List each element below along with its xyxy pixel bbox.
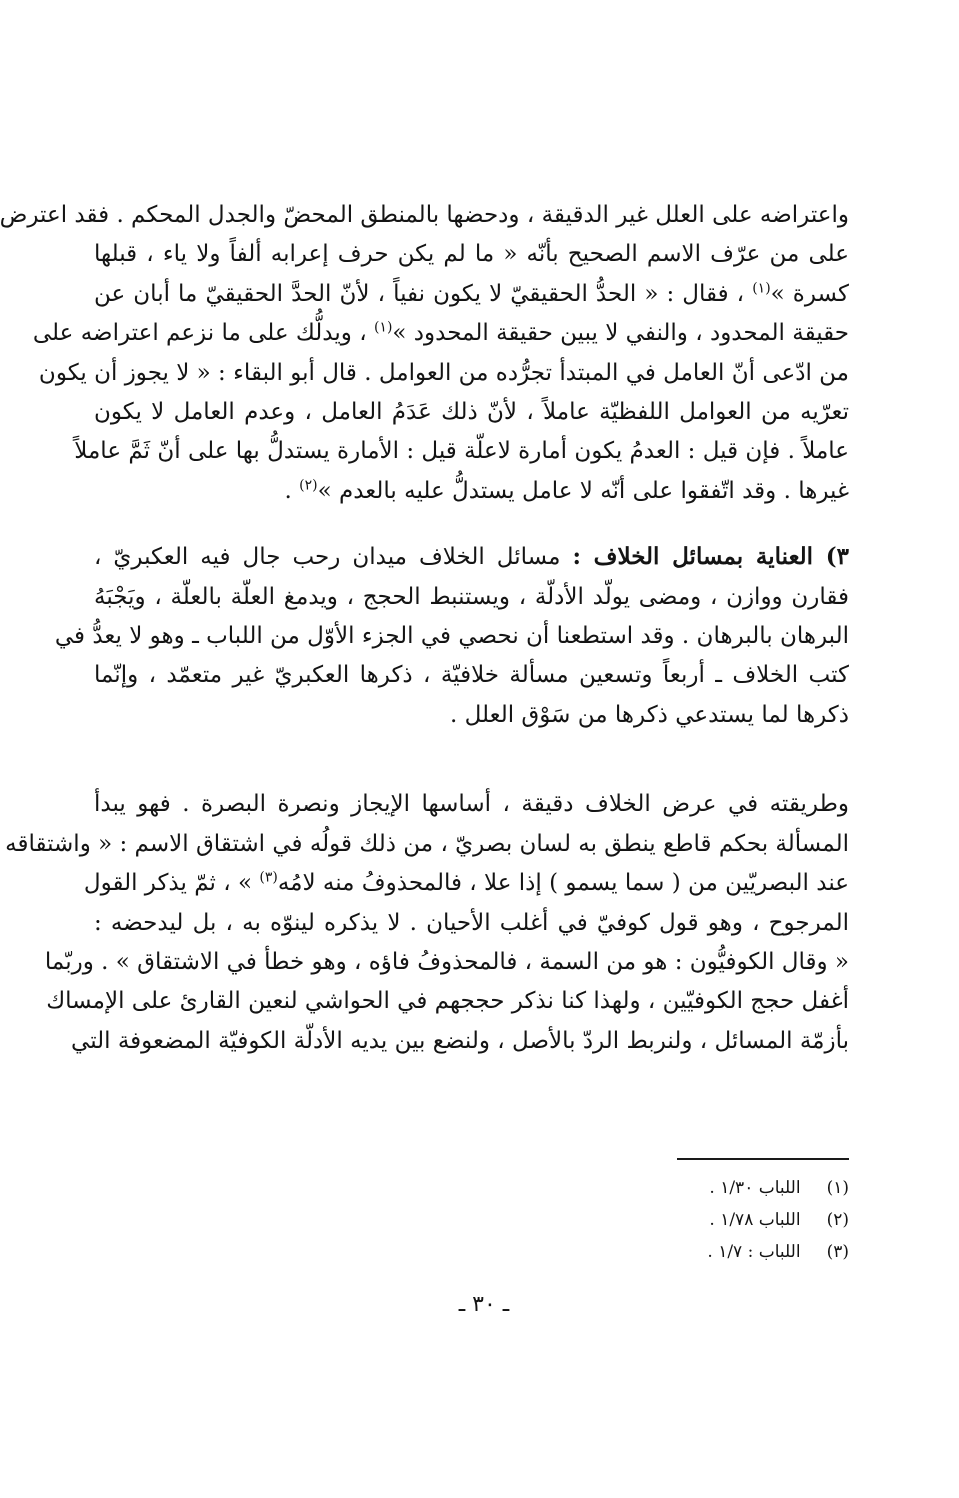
paragraph-3 (5, 785, 849, 1061)
footnote-mark: (١) (752, 280, 771, 297)
footnote-mark: (٢) (299, 477, 318, 494)
footnote-text: اللباب ١/٣٠ . (709, 1178, 801, 1198)
text-line: عاملاً . فإن قيل : العدمُ يكون أمارة لاعلّة قيل : الأمارة يستدلُّ بها على أنّ ثَمَّ عاملاً (74, 438, 849, 465)
footnote-separator (677, 1158, 849, 1160)
footnote-item (549, 1236, 849, 1268)
text-segment: كسرة » (770, 280, 850, 307)
text-line: واعتراضه على العلل غير الدقيقة ، ودحضها بالمنطق المحضّ والجدل المحكم . فقد اعترض (0, 202, 849, 228)
text-line: المرجوح ، وهو قول كوفيّ في أغلب الأحيان . لا يذكره لينوّه به ، بل ليدحضه : (94, 909, 849, 936)
text-line (32, 314, 849, 353)
text-segment: » ، ثمّ يذكر القول (83, 870, 253, 897)
text-line: بأزمّة المسائل ، ولنربط الردّ بالأصل ، ولنضع بين يديه الأدلّة الكوفيّة المضعوفة التي (71, 1027, 849, 1054)
text-line (83, 864, 849, 903)
text-line: البرهان بالبرهان . وقد استطعنا أن نحصي في الجزء الأوّل من اللباب ـ وهو لا يعدُّ في (54, 623, 849, 650)
footnote-text: اللباب ١/٧٨ . (709, 1210, 801, 1230)
text-segment: عند البصريّين من ( سما يسمو ) إذا علا ، فالمحذوفُ منه لامُه (277, 870, 849, 897)
paragraph-2 (54, 537, 849, 735)
text-line: على من عرّف الاسم الصحيح بأنّه « ما لم يكن حرف إعرابه ألفاً ولا ياء ، قبلها (94, 241, 849, 268)
text-line: من ادّعى أنّ العامل في المبتدأ تجرُّده من العوامل . قال أبو البقاء : « لا يجوز أن يكون (38, 359, 849, 386)
text-segment: ، فقال : « الحدُّ الحقيقيّ لا يكون نفياً ، لأنّ الحدَّ الحقيقيّ ما أبان عن (94, 280, 745, 307)
text-line: كتب الخلاف ـ أربعاً وتسعين مسألة خلافيّة ، ذكرها العكبريّ غير متعمّد ، وإنّما (94, 662, 849, 689)
section-heading: ٣) العناية بمسائل الخلاف : (572, 543, 849, 571)
text-segment: مسائل الخلاف ميدان رحب جال فيه العكبريّ ، (94, 544, 561, 571)
page-body (0, 196, 850, 1061)
footnote-number: (٣) (826, 1242, 849, 1262)
text-line: أغفل حجج الكوفيّين ، ولهذا كنا نذكر حججهم في الحواشي لنعين القارئ على الإمساك (46, 988, 849, 1015)
footnote-number: (١) (826, 1178, 849, 1198)
text-line: فقارن ووازن ، ومضى يولّد الأدلّة ، ويستنبط الحجج ، ويدمغ العلّة بالعلّة ، ويَجْبَهُ (94, 583, 849, 610)
text-line: تعرّيه من العوامل اللفظيّة عاملاً ، لأنّ ذلك عَدَمُ العامل ، وعدم العامل لا يكون (94, 399, 849, 426)
paragraph-1 (0, 196, 850, 511)
page-number: ـ ٣٠ ـ (458, 1292, 510, 1317)
footnote-item (549, 1204, 849, 1236)
text-segment: حقيقة المحدود ، والنفي لا يبين حقيقة المحدود » (392, 320, 849, 347)
footnote-mark: (٣) (259, 869, 278, 886)
text-line: « وقال الكوفيُّون : هو من السمة ، فالمحذوفُ فاؤه ، وهو خطأ في الاشتقاق » . وربّما (44, 948, 849, 975)
text-line (94, 275, 849, 314)
text-line: ذكرها لما يستدعي ذكرها من سَوْق العلل . (449, 701, 849, 728)
text-segment: غيرها . وقد اتّفقوا على أنّه لا عامل يستدلُّ عليه بالعدم » (317, 477, 849, 504)
text-segment: . (284, 477, 300, 504)
text-segment: ، ويدلُّك على ما نزعم اعتراضه على (32, 320, 367, 347)
text-line: وطريقته في عرض الخلاف دقيقة ، أساسها الإيجاز ونصرة البصرة . فهو يبدأ (94, 791, 849, 818)
text-line: المسألة بحكم قاطع ينطق به لسان بصريّ ، من ذلك قولُه في اشتقاق الاسم : « واشتقاقه (5, 830, 849, 857)
footnote-number: (٢) (826, 1210, 849, 1230)
footnote-mark: (١) (373, 319, 393, 336)
footnote-text: اللباب : ١/٧ . (707, 1242, 801, 1262)
footnotes (549, 1172, 849, 1268)
footnote-item (549, 1172, 849, 1204)
text-line (94, 537, 849, 577)
text-line (94, 472, 849, 511)
